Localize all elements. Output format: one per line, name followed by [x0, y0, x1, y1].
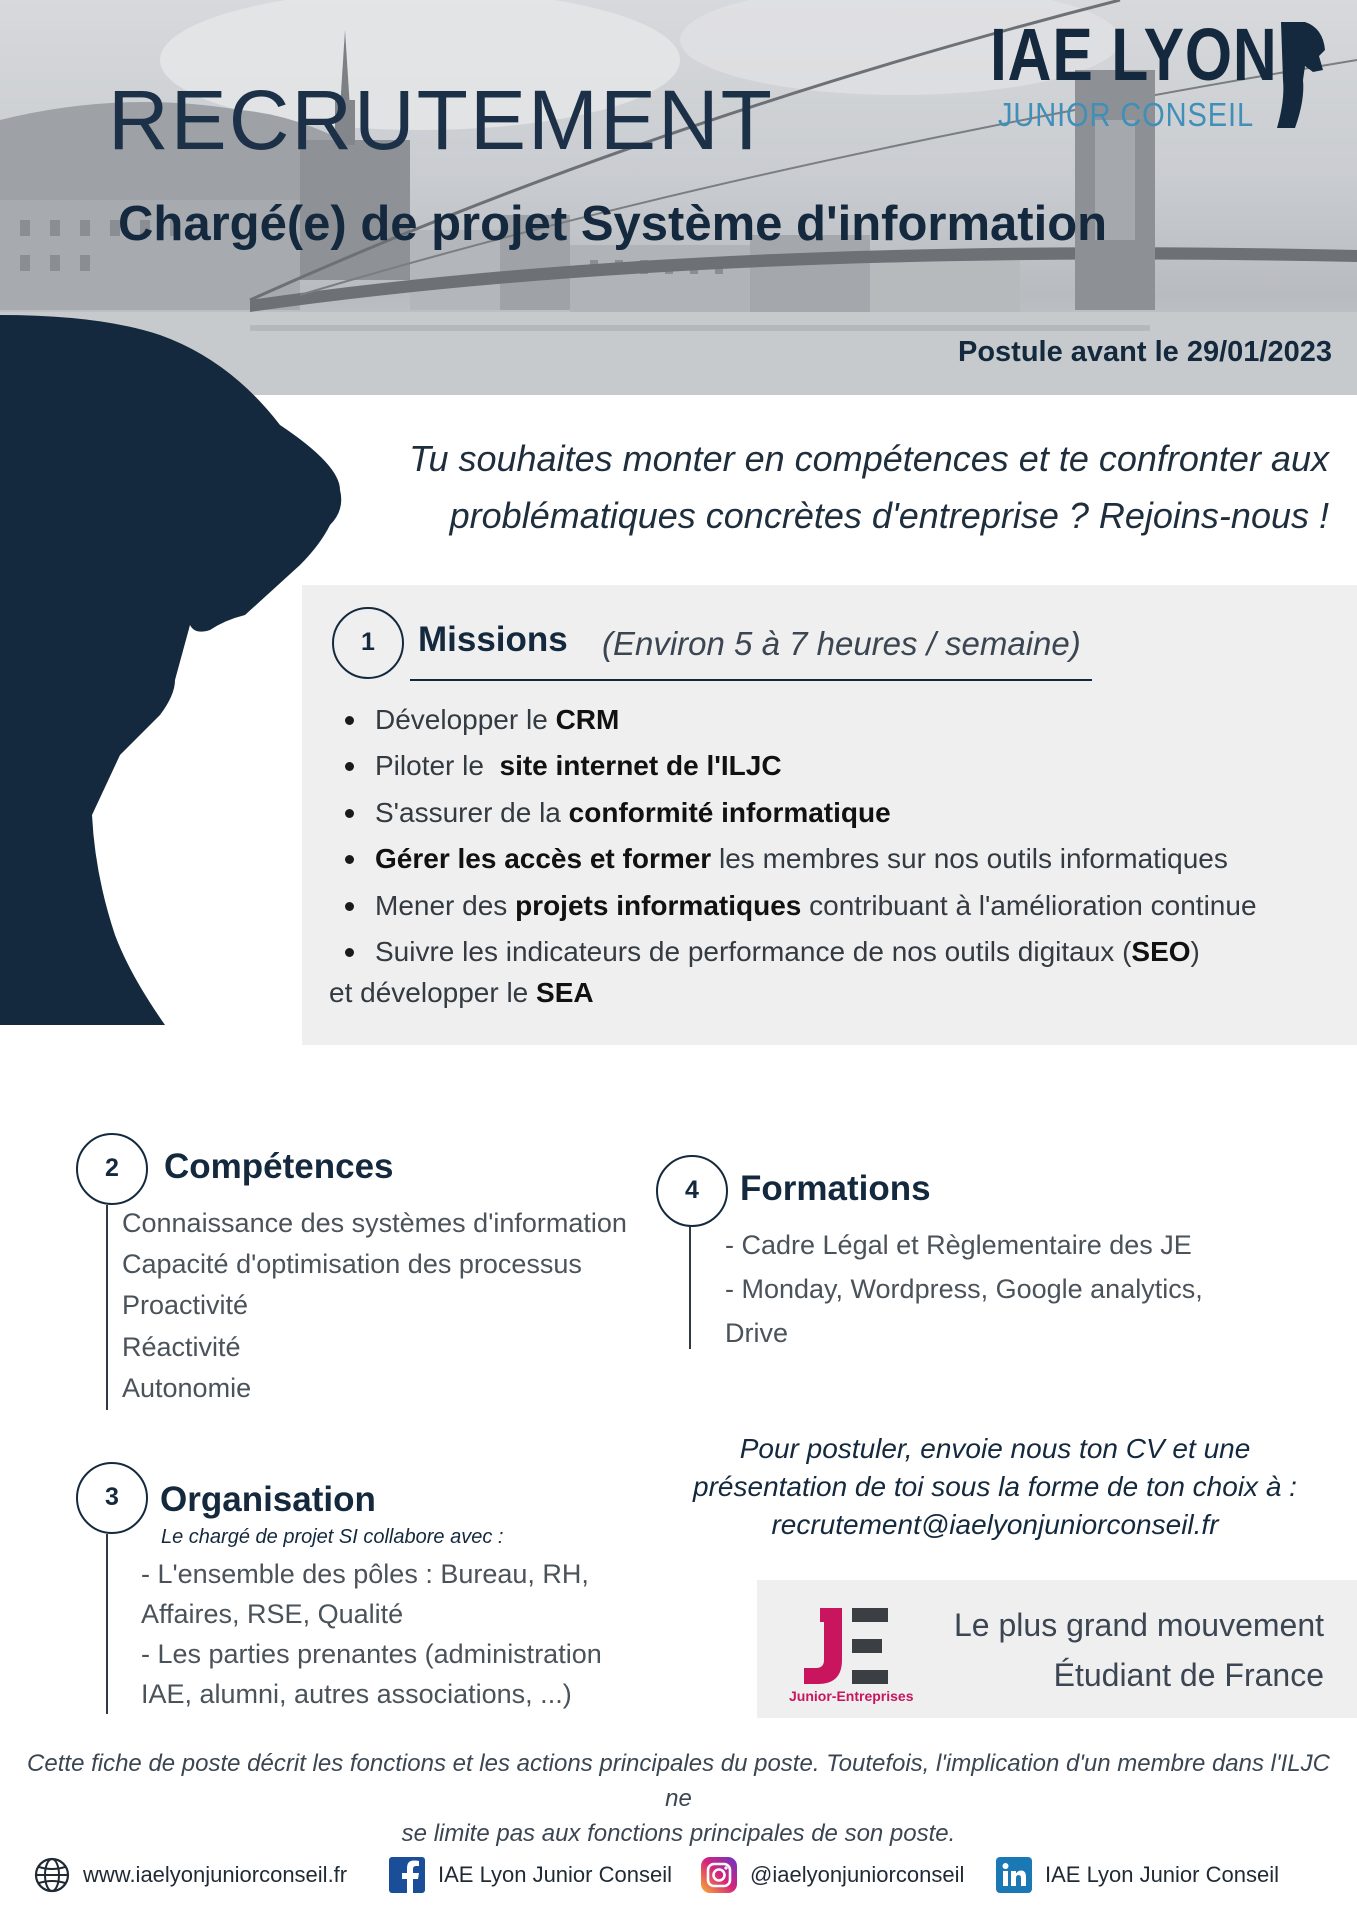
- section-number-badge: 2: [76, 1133, 148, 1205]
- page-title: RECRUTEMENT: [108, 73, 774, 167]
- footer-contacts: [0, 1855, 1357, 1895]
- section-title: Formations: [740, 1169, 931, 1208]
- je-banner: [757, 1580, 1357, 1718]
- je-logo-caption: Junior-Entreprises: [789, 1688, 914, 1704]
- formations-list: [725, 1223, 1203, 1355]
- logo-sub-text: JUNIOR CONSEIL: [998, 96, 1254, 133]
- intro-line: Tu souhaites monter en compétences et te confronter aux: [409, 438, 1329, 479]
- disclaimer-line: se limite pas aux fonctions principales de son poste.: [401, 1820, 956, 1847]
- list-item: - L'ensemble des pôles : Bureau, RH,: [141, 1559, 589, 1589]
- competences-section: [76, 1133, 636, 1418]
- knight-logo-icon: [1275, 20, 1327, 130]
- list-item: Gérer les accès et former les membres sur nos outils informatiques: [375, 836, 1257, 882]
- footer-website[interactable]: [33, 1855, 347, 1895]
- footer-facebook[interactable]: [388, 1855, 672, 1895]
- list-item: Proactivité: [122, 1290, 249, 1321]
- section-title: Missions: [418, 620, 568, 659]
- competences-list: [122, 1203, 627, 1409]
- organisation-list: [141, 1554, 602, 1714]
- linkedin-link[interactable]: IAE Lyon Junior Conseil: [1045, 1862, 1279, 1887]
- intro-text: [329, 430, 1329, 544]
- facebook-icon: [388, 1856, 426, 1894]
- disclaimer-line: Cette fiche de poste décrit les fonctions et les actions principales du poste. Toutefois, l'implication d'un membre dans l'ILJC ne: [27, 1750, 1330, 1812]
- disclaimer-text: [20, 1746, 1337, 1851]
- section-subtitle: Le chargé de projet SI collabore avec :: [161, 1526, 504, 1548]
- list-item: Connaissance des systèmes d'information: [122, 1208, 627, 1238]
- apply-line: présentation de toi sous la forme de ton choix à :: [693, 1471, 1297, 1502]
- linkedin-icon: [995, 1856, 1033, 1894]
- instagram-link[interactable]: @iaelyonjuniorconseil: [750, 1862, 965, 1887]
- je-tagline: [954, 1600, 1324, 1700]
- application-deadline: Postule avant le 29/01/2023: [958, 336, 1332, 368]
- junior-entreprises-logo-icon: [790, 1602, 910, 1702]
- list-item: - Les parties prenantes (administration: [141, 1639, 602, 1669]
- apply-line: Pour postuler, envoie nous ton CV et une: [739, 1433, 1251, 1464]
- list-item: - Cadre Légal et Règlementaire des JE: [725, 1230, 1192, 1260]
- contact-email-link[interactable]: recrutement@iaelyonjuniorconseil.fr: [771, 1509, 1219, 1540]
- list-item: Drive: [725, 1318, 789, 1348]
- list-item: Mener des projets informatiques contribuant à l'amélioration continue: [375, 883, 1257, 929]
- list-item: Développer le CRM: [375, 697, 1257, 743]
- iae-lyon-logo: [990, 13, 1330, 138]
- section-number-badge: 3: [76, 1462, 148, 1534]
- list-item: Réactivité: [122, 1331, 241, 1362]
- section-title: Compétences: [164, 1147, 394, 1186]
- divider: [106, 1534, 108, 1714]
- section-title: Organisation: [160, 1480, 376, 1519]
- section-subtitle: (Environ 5 à 7 heures / semaine): [602, 625, 1081, 662]
- je-tagline-line: Étudiant de France: [1053, 1657, 1324, 1693]
- missions-list: [375, 697, 1257, 975]
- list-item: Capacité d'optimisation des processus: [122, 1249, 582, 1280]
- divider: [106, 1205, 108, 1410]
- website-link[interactable]: www.iaelyonjuniorconseil.fr: [83, 1862, 348, 1887]
- list-item-continuation: et développer le SEA: [329, 977, 594, 1008]
- list-item: Piloter le site internet de l'ILJC: [375, 743, 1257, 789]
- divider: [410, 679, 1092, 681]
- je-tagline-line: Le plus grand mouvement: [954, 1607, 1324, 1643]
- list-item: - Monday, Wordpress, Google analytics,: [725, 1274, 1203, 1304]
- job-title: Chargé(e) de projet Système d'information: [118, 197, 1108, 251]
- list-item: S'assurer de la conformité informatique: [375, 790, 1257, 836]
- logo-main-text: IAE LYON: [990, 13, 1278, 96]
- section-number-badge: 4: [656, 1155, 728, 1227]
- apply-instructions: [680, 1430, 1310, 1544]
- globe-icon: [33, 1856, 71, 1894]
- instagram-icon: [700, 1856, 738, 1894]
- facebook-link[interactable]: IAE Lyon Junior Conseil: [438, 1862, 672, 1887]
- list-item: IAE, alumni, autres associations, ...): [141, 1679, 572, 1709]
- list-item: Affaires, RSE, Qualité: [141, 1599, 404, 1629]
- formations-section: [656, 1155, 1296, 1355]
- missions-section: [302, 585, 1357, 1045]
- section-number-badge: 1: [332, 607, 404, 679]
- list-item: Suivre les indicateurs de performance de nos outils digitaux (SEO): [375, 929, 1257, 975]
- organisation-section: [76, 1462, 636, 1717]
- footer-instagram[interactable]: [700, 1855, 964, 1895]
- footer-linkedin[interactable]: [995, 1855, 1279, 1895]
- intro-line: problématiques concrètes d'entreprise ? Rejoins-nous !: [449, 495, 1329, 536]
- divider: [689, 1227, 691, 1349]
- list-item: Autonomie: [122, 1372, 252, 1403]
